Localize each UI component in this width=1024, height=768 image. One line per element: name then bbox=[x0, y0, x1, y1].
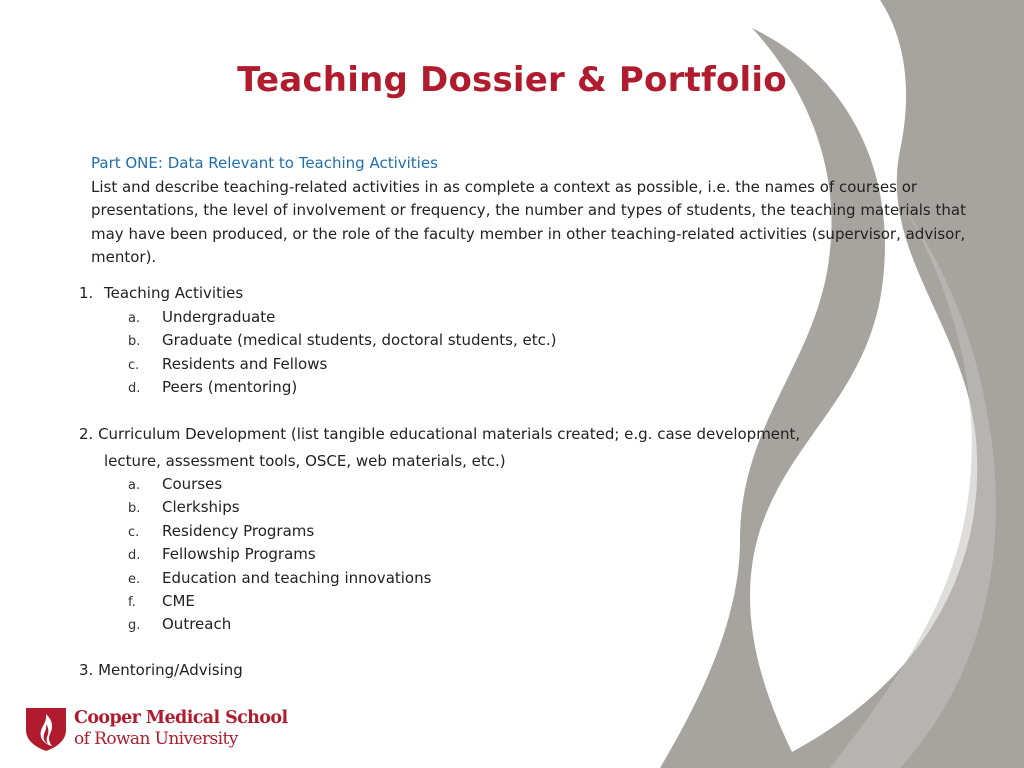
section1-title: Teaching Activities bbox=[104, 284, 244, 302]
list-item bbox=[128, 306, 557, 329]
list-item-label: Undergraduate bbox=[162, 308, 276, 326]
list-item-label: CME bbox=[162, 591, 195, 610]
list-letter: b. bbox=[128, 334, 141, 350]
intro-block bbox=[91, 152, 971, 270]
section2-heading-continued: lecture, assessment tools, OSCE, web materials, etc.) bbox=[104, 452, 506, 470]
list-item-label: Outreach bbox=[162, 615, 232, 634]
shield-flame-icon bbox=[24, 706, 68, 752]
list-letter: b. bbox=[128, 501, 141, 517]
list-letter: e. bbox=[128, 571, 141, 587]
list-letter: d. bbox=[128, 548, 141, 564]
list-letter: a. bbox=[128, 311, 141, 326]
list-item bbox=[128, 376, 557, 399]
list-item bbox=[128, 473, 431, 496]
list-letter: a. bbox=[128, 478, 141, 493]
list-item bbox=[128, 353, 557, 376]
logo-text-line1: Cooper Medical School bbox=[74, 708, 288, 728]
list-item-label: Residents and Fellows bbox=[162, 354, 328, 373]
list-letter: c. bbox=[128, 524, 140, 540]
list-item bbox=[128, 520, 431, 543]
list-letter: g. bbox=[128, 618, 141, 634]
section3-heading: 3. Mentoring/Advising bbox=[79, 661, 243, 679]
list-letter: f. bbox=[128, 594, 136, 610]
list-item bbox=[128, 543, 431, 566]
list-item-label: Residency Programs bbox=[162, 521, 315, 540]
list-letter: d. bbox=[128, 381, 141, 397]
intro-heading: Part ONE: Data Relevant to Teaching Activities bbox=[91, 154, 438, 172]
list-item-label: Courses bbox=[162, 475, 223, 493]
list-item-label: Education and teaching innovations bbox=[162, 568, 432, 587]
intro-body: List and describe teaching-related activities in as complete a context as possible, i.e. the names of courses or presentations, the level of involvement or frequency, the number and types of students, the teaching materials that may have been produced, or the role of the faculty member in other teaching-related activities (supervisor, advisor, mentor). bbox=[91, 177, 966, 266]
list-item bbox=[128, 567, 431, 590]
section1-number: 1. bbox=[79, 284, 94, 302]
section2-heading: 2. Curriculum Development (list tangible educational materials created; e.g. case development, bbox=[79, 425, 801, 443]
logo-text-line2: of Rowan University bbox=[74, 729, 238, 749]
list-item bbox=[128, 613, 431, 636]
school-logo bbox=[24, 706, 288, 754]
list-item bbox=[128, 496, 431, 519]
list-item-label: Fellowship Programs bbox=[162, 545, 316, 564]
page-title: Teaching Dossier & Portfolio bbox=[237, 60, 787, 100]
list-item bbox=[128, 329, 557, 352]
list-item-label: Peers (mentoring) bbox=[162, 378, 298, 397]
section1-list bbox=[128, 306, 557, 400]
list-item-label: Graduate (medical students, doctoral students, etc.) bbox=[162, 331, 557, 350]
list-item bbox=[128, 590, 431, 613]
list-letter: c. bbox=[128, 357, 140, 373]
list-item-label: Clerkships bbox=[162, 498, 240, 517]
section2-list bbox=[128, 473, 431, 637]
